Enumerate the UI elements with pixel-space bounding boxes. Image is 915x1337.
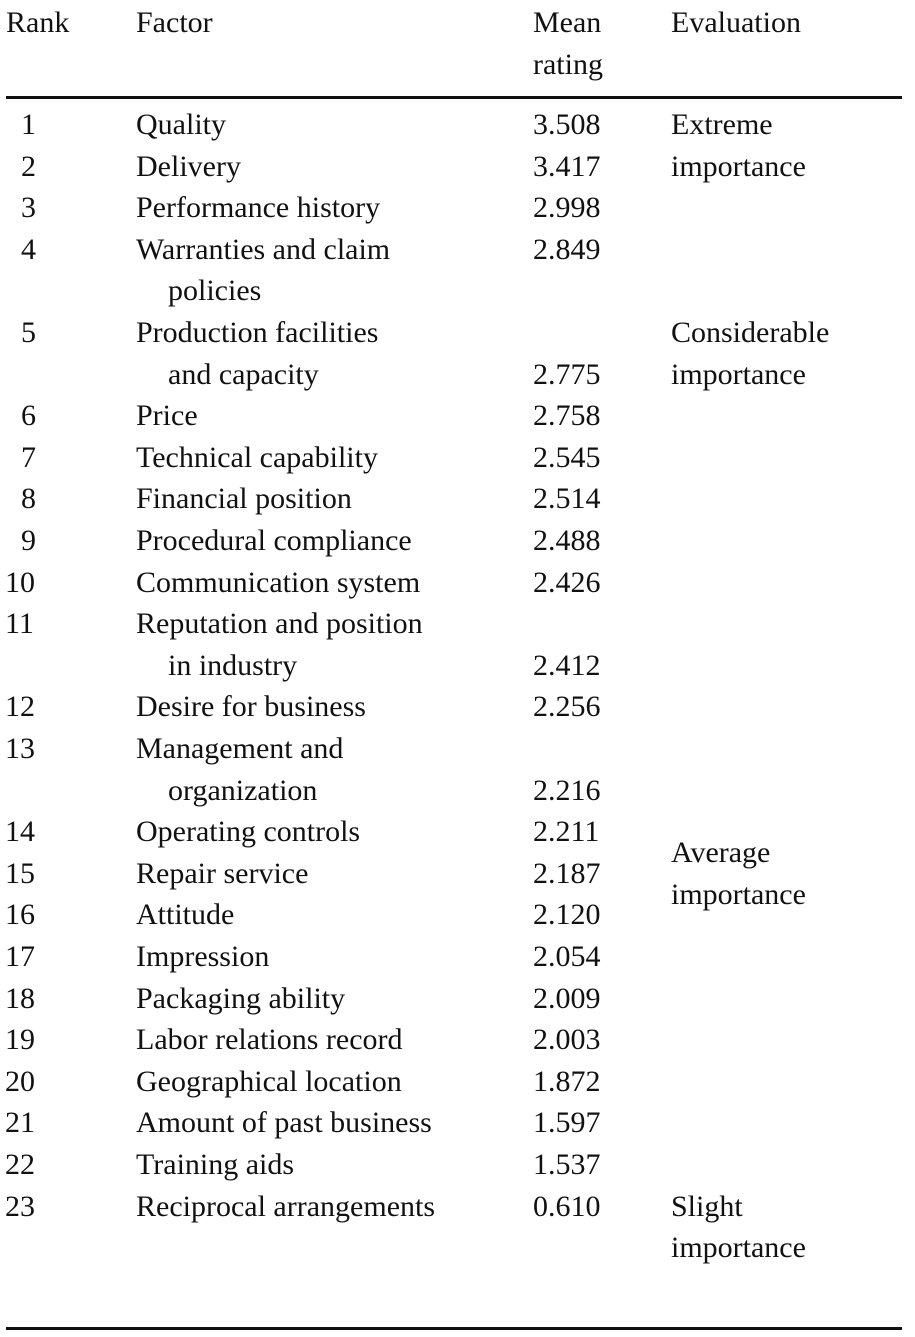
factor-cell: Price [136,399,198,433]
mean-rating-cell: 2.216 [533,773,601,807]
rank-cell: 7 [21,440,36,474]
evaluation-cell: Average [671,836,771,869]
rank-cell: 2 [21,149,36,183]
rank-cell: 8 [21,482,36,516]
factor-cell: Desire for business [136,690,366,724]
rank-cell: 23 [5,1189,35,1223]
factor-cell: Amount of past business [136,1106,432,1140]
evaluation-cell: importance [671,1231,806,1265]
evaluation-cell: importance [671,877,806,911]
factor-cell: Delivery [136,149,241,183]
evaluation-cell: Considerable [671,316,830,349]
factor-cell: Attitude [136,898,235,932]
rank-cell: 21 [5,1106,35,1140]
factor-cell: Geographical location [136,1064,402,1098]
factor-cell: Reciprocal arrangements [136,1189,436,1223]
rank-cell: 14 [5,815,35,849]
mean-rating-cell: 3.508 [533,108,601,141]
factor-cell: Technical capability [136,440,378,474]
factor-cell: Impression [136,940,270,973]
rank-cell: 17 [5,940,35,973]
factor-cell: Communication system [136,565,421,599]
factor-cell: Repair service [136,856,309,890]
header-factor: Factor [136,6,213,39]
rank-cell: 5 [21,316,36,349]
mean-rating-cell: 2.256 [533,690,601,724]
mean-rating-cell: 2.849 [533,232,601,266]
rank-cell: 4 [21,232,36,266]
evaluation-cell: Slight [671,1189,743,1223]
header-rank: Rank [6,6,70,39]
rank-cell: 22 [5,1148,35,1181]
factor-cell: Procedural compliance [136,524,412,557]
rank-cell: 19 [5,1023,35,1057]
mean-rating-cell: 2.488 [533,524,601,557]
rank-cell: 16 [5,898,35,932]
mean-rating-cell: 2.426 [533,565,601,599]
factor-cell: Operating controls [136,815,361,849]
header-rule [6,96,902,99]
mean-rating-cell: 1.872 [533,1064,601,1098]
rank-cell: 13 [5,732,35,765]
header-mean-line-1: Mean [533,6,602,39]
mean-rating-cell: 2.120 [533,898,601,932]
rank-cell: 12 [5,690,35,724]
rank-cell: 15 [5,856,35,890]
rank-cell: 1 [21,108,36,141]
factor-cell: Quality [136,108,226,141]
factor-cell: Packaging ability [136,981,346,1015]
factor-cell: and capacity [168,357,319,391]
mean-rating-cell: 2.187 [533,856,601,890]
mean-rating-cell: 2.412 [533,648,601,682]
header-mean-line-2: rating [533,48,603,81]
factor-cell: Reputation and position [136,607,423,641]
rank-cell: 3 [21,191,36,225]
mean-rating-cell: 3.417 [533,149,601,183]
mean-rating-cell: 2.054 [533,940,601,973]
factor-cell: in industry [168,648,298,682]
factor-cell: Performance history [136,191,381,225]
rank-cell: 9 [21,524,36,557]
mean-rating-cell: 2.758 [533,399,601,433]
factor-cell: organization [168,773,318,807]
factor-cell: Production facilities [136,316,379,349]
mean-rating-cell: 1.597 [533,1106,601,1140]
factor-cell: policies [168,274,262,308]
mean-rating-cell: 1.537 [533,1148,601,1181]
factor-cell: Labor relations record [136,1023,403,1057]
rank-cell: 11 [5,607,34,641]
header-evaluation: Evaluation [671,6,801,39]
evaluation-cell: importance [671,149,806,183]
rank-cell: 6 [21,399,36,433]
mean-rating-cell: 2.545 [533,440,601,474]
mean-rating-cell: 2.775 [533,357,601,391]
rank-cell: 10 [5,565,35,599]
rank-cell: 20 [5,1064,35,1098]
bottom-rule [6,1327,902,1330]
mean-rating-cell: 2.003 [533,1023,601,1057]
evaluation-cell: Extreme [671,108,773,141]
mean-rating-cell: 2.998 [533,191,601,225]
factor-cell: Financial position [136,482,352,516]
factor-cell: Management and [136,732,344,765]
factor-cell: Training aids [136,1148,295,1181]
mean-rating-cell: 0.610 [533,1189,601,1223]
rank-cell: 18 [5,981,35,1015]
mean-rating-cell: 2.009 [533,981,601,1015]
mean-rating-cell: 2.514 [533,482,601,516]
factor-cell: Warranties and claim [136,232,391,266]
evaluation-cell: importance [671,357,806,391]
mean-rating-cell: 2.211 [533,815,600,849]
